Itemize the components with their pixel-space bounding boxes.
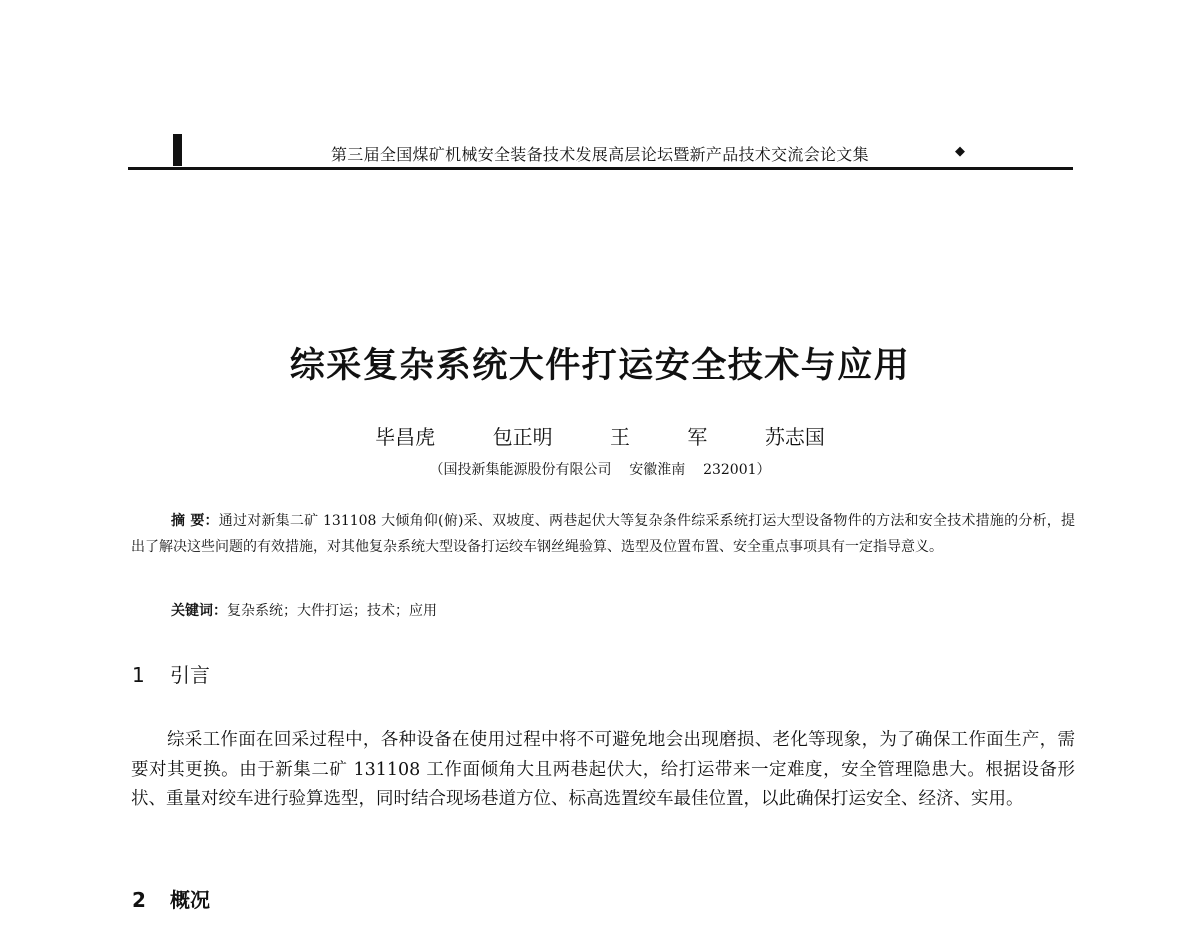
authors: 毕昌虎 包正明 王 军 苏志国 [375,425,825,449]
section-title: 引言 [170,663,210,687]
abstract-text: 通过对新集二矿 131108 大倾角仰(俯)采、双坡度、两巷起伏大等复杂条件综采系统打运大型设备物件的方法和安全技术措施的分析，提出了解决这些问题的有效措施，对其他复杂系统大型设备打运绞车钢丝绳验算、选型及位置布置、安全重点事项具有一定指导意义。 [131,513,1076,555]
diamond-icon: ◆ [955,144,965,159]
abstract-label: 摘 要： [171,513,219,529]
running-header-text: 第三届全国煤矿机械安全装备技术发展高层论坛暨新产品技术交流会论文集 [331,145,869,164]
running-header [128,132,1073,172]
keywords-text: 复杂系统；大件打运；技术；应用 [227,603,437,619]
header-rule [128,167,1073,170]
abstract-paragraph [131,508,1075,560]
section-1-heading [132,661,210,689]
keywords-label: 关键词： [171,603,227,619]
header-bar [173,134,182,166]
paper-title: 综采复杂系统大件打运安全技术与应用 [289,346,911,386]
keywords [171,600,437,622]
section-number: 1 [132,663,145,687]
abstract [131,508,1075,560]
section-number: 2 [132,888,146,912]
affiliation: （国投新集能源股份有限公司 安徽淮南 232001） [429,462,771,478]
section-2-heading [132,886,210,914]
section-title: 概况 [170,888,210,912]
section-1-body: 综采工作面在回采过程中，各种设备在使用过程中将不可避免地会出现磨损、老化等现象，为了确保工作面生产，需要对其更换。由于新集二矿 131108 工作面倾角大且两巷起伏大，给打运带来一定难度，安全管理隐患大。根据设备形状、重量对绞车进行验算选型，同时结合现场巷道方位、标高选置绞车最佳位置，以此确保打运安全、经济、实用。 [131,730,1075,809]
